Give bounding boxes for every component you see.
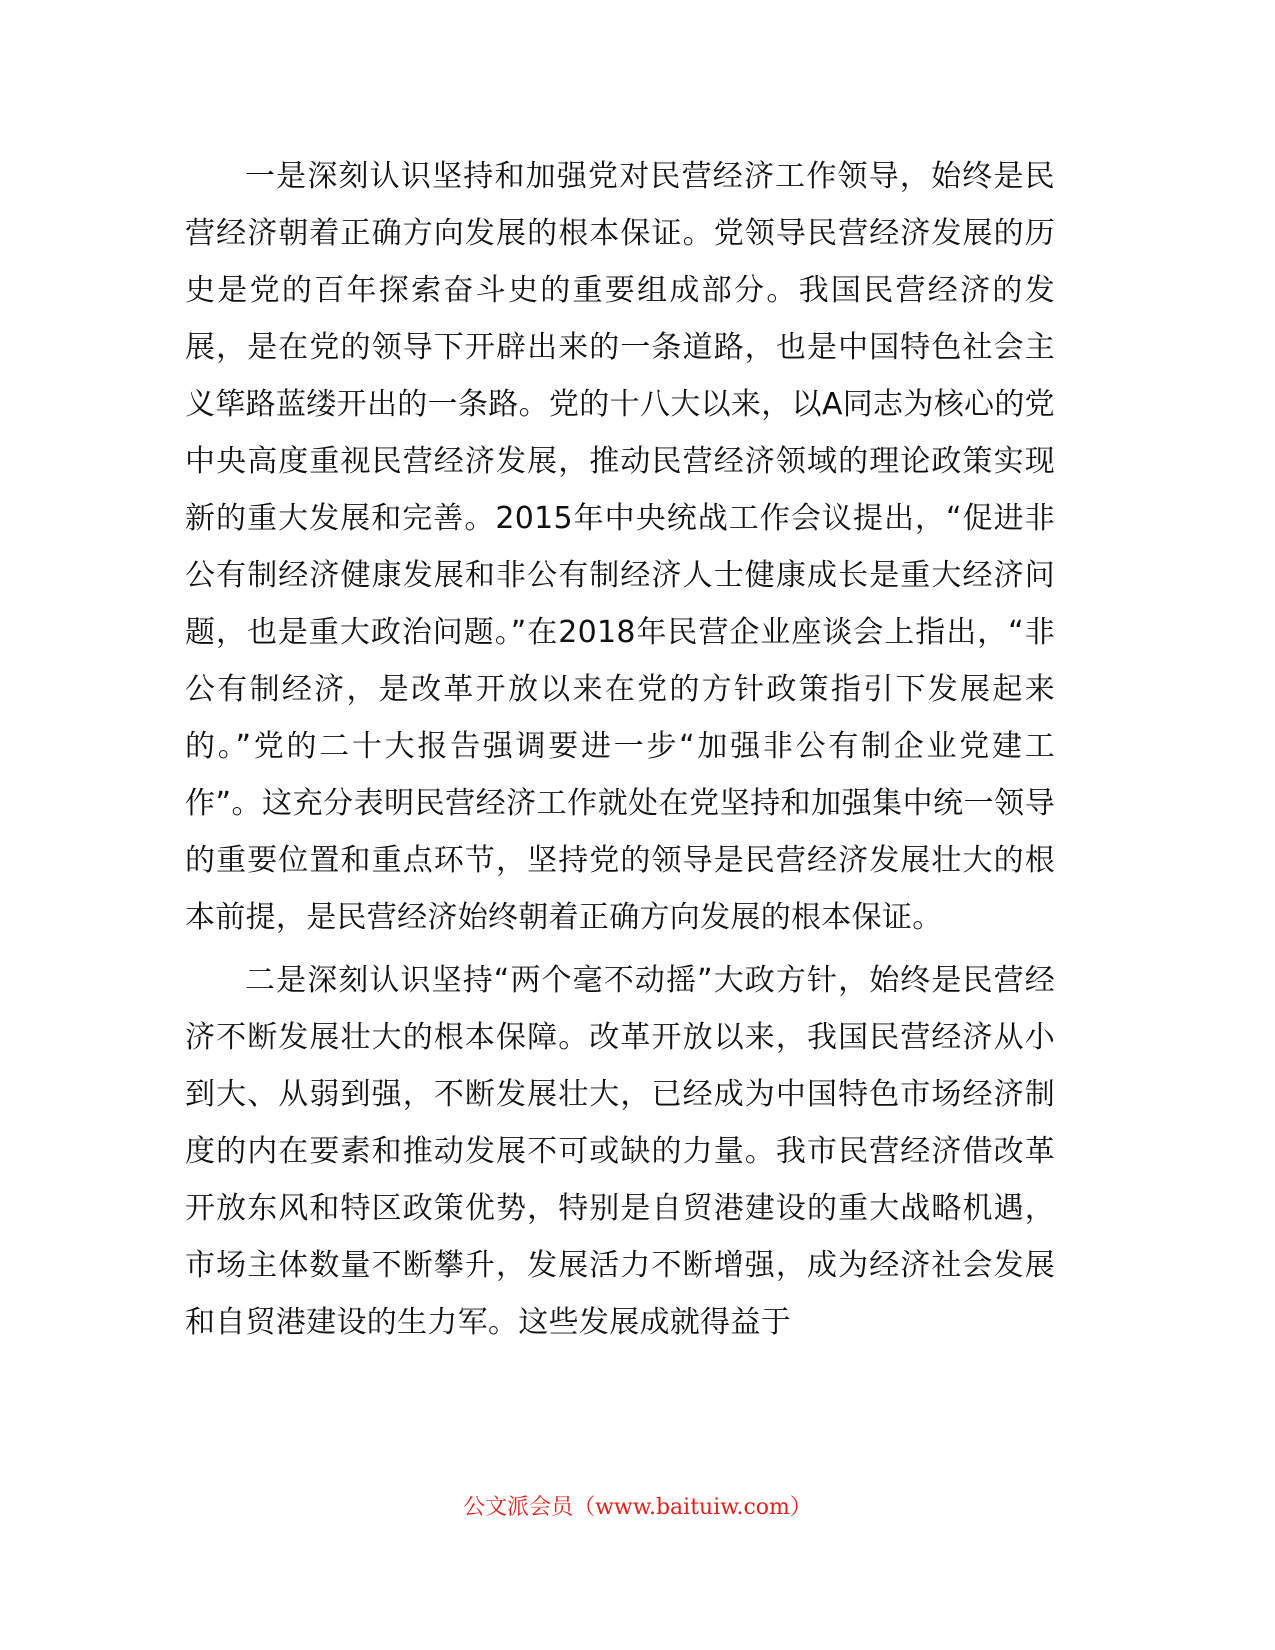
paragraph-1: 一是深刻认识坚持和加强党对民营经济工作领导，始终是民营经济朝着正确方向发展的根本保证。党领导民营经济发展的历史是党的百年探索奋斗史的重要组成部分。我国民营经济的发展，是在党的领导下开辟出来的一条道路，也是中国特色社会主义筚路蓝缕开出的一条路。党的十八大以来，以A同志为核心的党中央高度重视民营经济发展，推动民营经济领域的理论政策实现新的重大发展和完善。2015年中央统战工作会议提出，“促进非公有制经济健康发展和非公有制经济人士健康成长是重大经济问题，也是重大政治问题。”在2018年民营企业座谈会上指出，“非公有制经济，是改革开放以来在党的方针政策指引下发展起来的。”党的二十大报告强调要进一步“加强非公有制企业党建工作”。这充分表明民营经济工作就处在党坚持和加强集中统一领导的重要位置和重点环节，坚持党的领导是民营经济发展壮大的根本前提，是民营经济始终朝着正确方向发展的根本保证。 [185,159,1055,935]
document-body [185,148,1055,1351]
footer-watermark-text: 公文派会员（www.baituiw.com） [463,1495,812,1520]
paragraph-2: 二是深刻认识坚持“两个毫不动摇”大政方针，始终是民营经济不断发展壮大的根本保障。改革开放以来，我国民营经济从小到大、从弱到强，不断发展壮大，已经成为中国特色市场经济制度的内在要素和推动发展不可或缺的力量。我市民营经济借改革开放东风和特区政策优势，特别是自贸港建设的重大战略机遇，市场主体数量不断攀升，发展活力不断增强，成为经济社会发展和自贸港建设的生力军。这些发展成就得益于 [185,963,1055,1340]
